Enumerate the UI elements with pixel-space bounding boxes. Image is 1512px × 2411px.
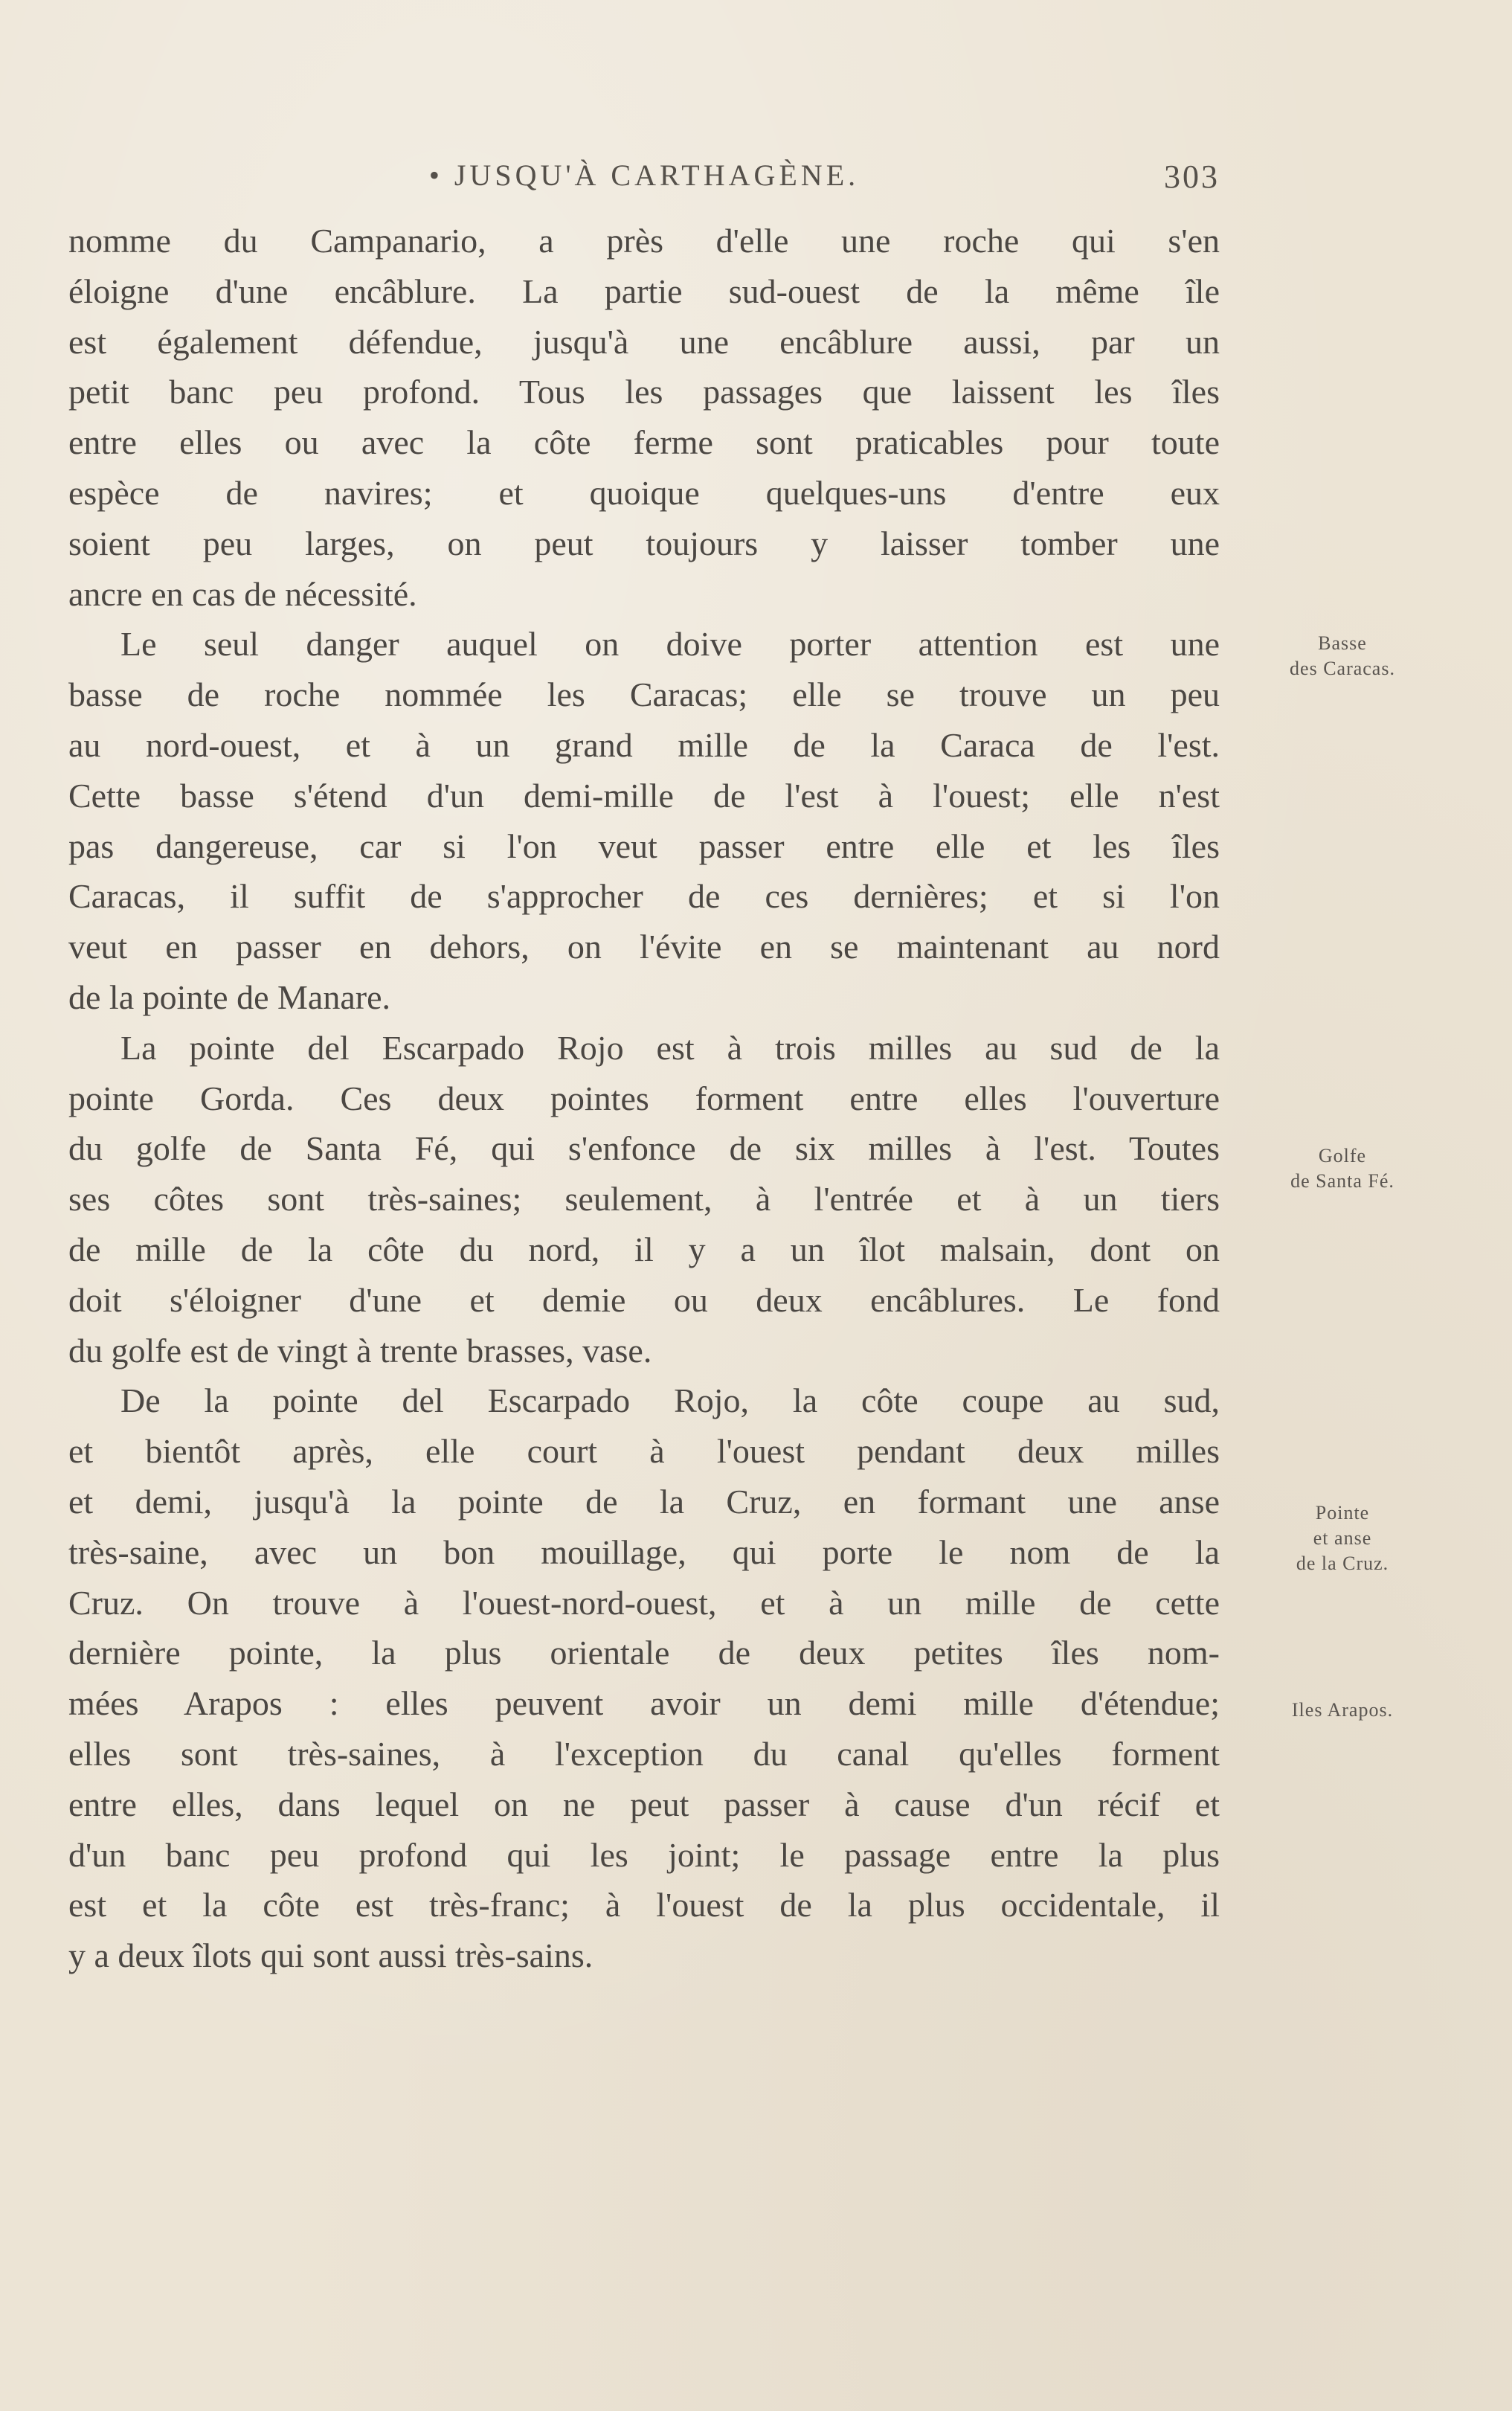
text-line: très-saine, avec un bon mouillage, qui porte le nom de la xyxy=(68,1532,1220,1571)
text-line: soient peu larges, on peut toujours y laisser tomber une xyxy=(68,524,1220,562)
text-line: mées Arapos : elles peuvent avoir un demi mille d'étendue; xyxy=(68,1684,1220,1723)
text-line: du golfe de Santa Fé, qui s'enfonce de six milles à l'est. Toutes xyxy=(68,1129,1220,1168)
text-line: Le seul danger auquel on doive porter attention est une xyxy=(120,625,1220,664)
margin-note-line: Pointe xyxy=(1315,1502,1370,1524)
margin-note-line: Golfe xyxy=(1318,1145,1367,1166)
page-number: 303 xyxy=(1164,158,1220,195)
margin-note-line: des Caracas. xyxy=(1290,658,1395,679)
margin-note-line: de Santa Fé. xyxy=(1290,1170,1394,1192)
text-line: entre elles ou avec la côte ferme sont praticables pour toute xyxy=(68,423,1220,462)
text-line: La pointe del Escarpado Rojo est à trois milles au sud de la xyxy=(120,1028,1220,1067)
text-line: doit s'éloigner d'une et demie ou deux encâblures. Le fond xyxy=(68,1280,1220,1319)
margin-note-line: de la Cruz. xyxy=(1296,1553,1389,1574)
text-line: basse de roche nommée les Caracas; elle se trouve un peu xyxy=(68,675,1220,714)
text-line: est également défendue, jusqu'à une encâblure aussi, par un xyxy=(68,322,1220,361)
text-line: y a deux îlots qui sont aussi très-sains. xyxy=(68,1936,593,1975)
text-line: de la pointe de Manare. xyxy=(68,977,390,1016)
text-line: et bientôt après, elle court à l'ouest pendant deux milles xyxy=(68,1432,1220,1471)
text-line: ses côtes sont très-saines; seulement, à l'entrée et à un tiers xyxy=(68,1180,1220,1219)
text-line: est et la côte est très-franc; à l'ouest de la plus occidentale, il xyxy=(68,1886,1220,1924)
text-line: de mille de la côte du nord, il y a un îlot malsain, dont on xyxy=(68,1230,1220,1268)
margin-note-line: Iles Arapos. xyxy=(1291,1699,1394,1721)
margin-note-iles-arapos xyxy=(1235,1698,1450,1723)
text-line: pas dangereuse, car si l'on veut passer entre elle et les îles xyxy=(68,826,1220,865)
text-line: petit banc peu profond. Tous les passages que laissent les îles xyxy=(68,373,1220,411)
text-line: veut en passer en dehors, on l'évite en se maintenant au nord xyxy=(68,928,1220,966)
margin-note-line: et anse xyxy=(1313,1527,1372,1549)
text-line: espèce de navires; et quoique quelques-uns d'entre eux xyxy=(68,473,1220,512)
text-line: entre elles, dans lequel on ne peut passer à cause d'un récif et xyxy=(68,1785,1220,1823)
text-line: pointe Gorda. Ces deux pointes forment entre elles l'ouverture xyxy=(68,1079,1220,1117)
text-line: Cette basse s'étend d'un demi-mille de l'est à l'ouest; elle n'est xyxy=(68,776,1220,815)
margin-note-basse-caracas xyxy=(1235,631,1450,681)
text-line: au nord-ouest, et à un grand mille de la Caraca de l'est. xyxy=(68,725,1220,764)
margin-note-golfe-santa-fe xyxy=(1235,1143,1450,1194)
margin-note-line: Basse xyxy=(1318,632,1367,654)
text-line: et demi, jusqu'à la pointe de la Cruz, en formant une anse xyxy=(68,1482,1220,1521)
text-line: elles sont très-saines, à l'exception du canal qu'elles forment xyxy=(68,1734,1220,1773)
text-line: De la pointe del Escarpado Rojo, la côte coupe au sud, xyxy=(120,1381,1220,1420)
text-line: dernière pointe, la plus orientale de deux petites îles nom- xyxy=(68,1634,1220,1672)
text-line: Cruz. On trouve à l'ouest-nord-ouest, et à un mille de cette xyxy=(68,1583,1220,1622)
text-line: du golfe est de vingt à trente brasses, vase. xyxy=(68,1331,652,1370)
running-title: • JUSQU'À CARTHAGÈNE. xyxy=(428,158,860,192)
text-line: nomme du Campanario, a près d'elle une roche qui s'en xyxy=(68,222,1220,260)
text-line: d'un banc peu profond qui les joint; le passage entre la plus xyxy=(68,1835,1220,1874)
margin-note-pointe-cruz xyxy=(1235,1500,1450,1576)
running-head xyxy=(68,158,1220,202)
text-line: éloigne d'une encâblure. La partie sud-ouest de la même île xyxy=(68,272,1220,310)
text-line: Caracas, il suffit de s'approcher de ces dernières; et si l'on xyxy=(68,877,1220,916)
body-text xyxy=(68,216,1220,1981)
text-line: ancre en cas de nécessité. xyxy=(68,574,417,613)
